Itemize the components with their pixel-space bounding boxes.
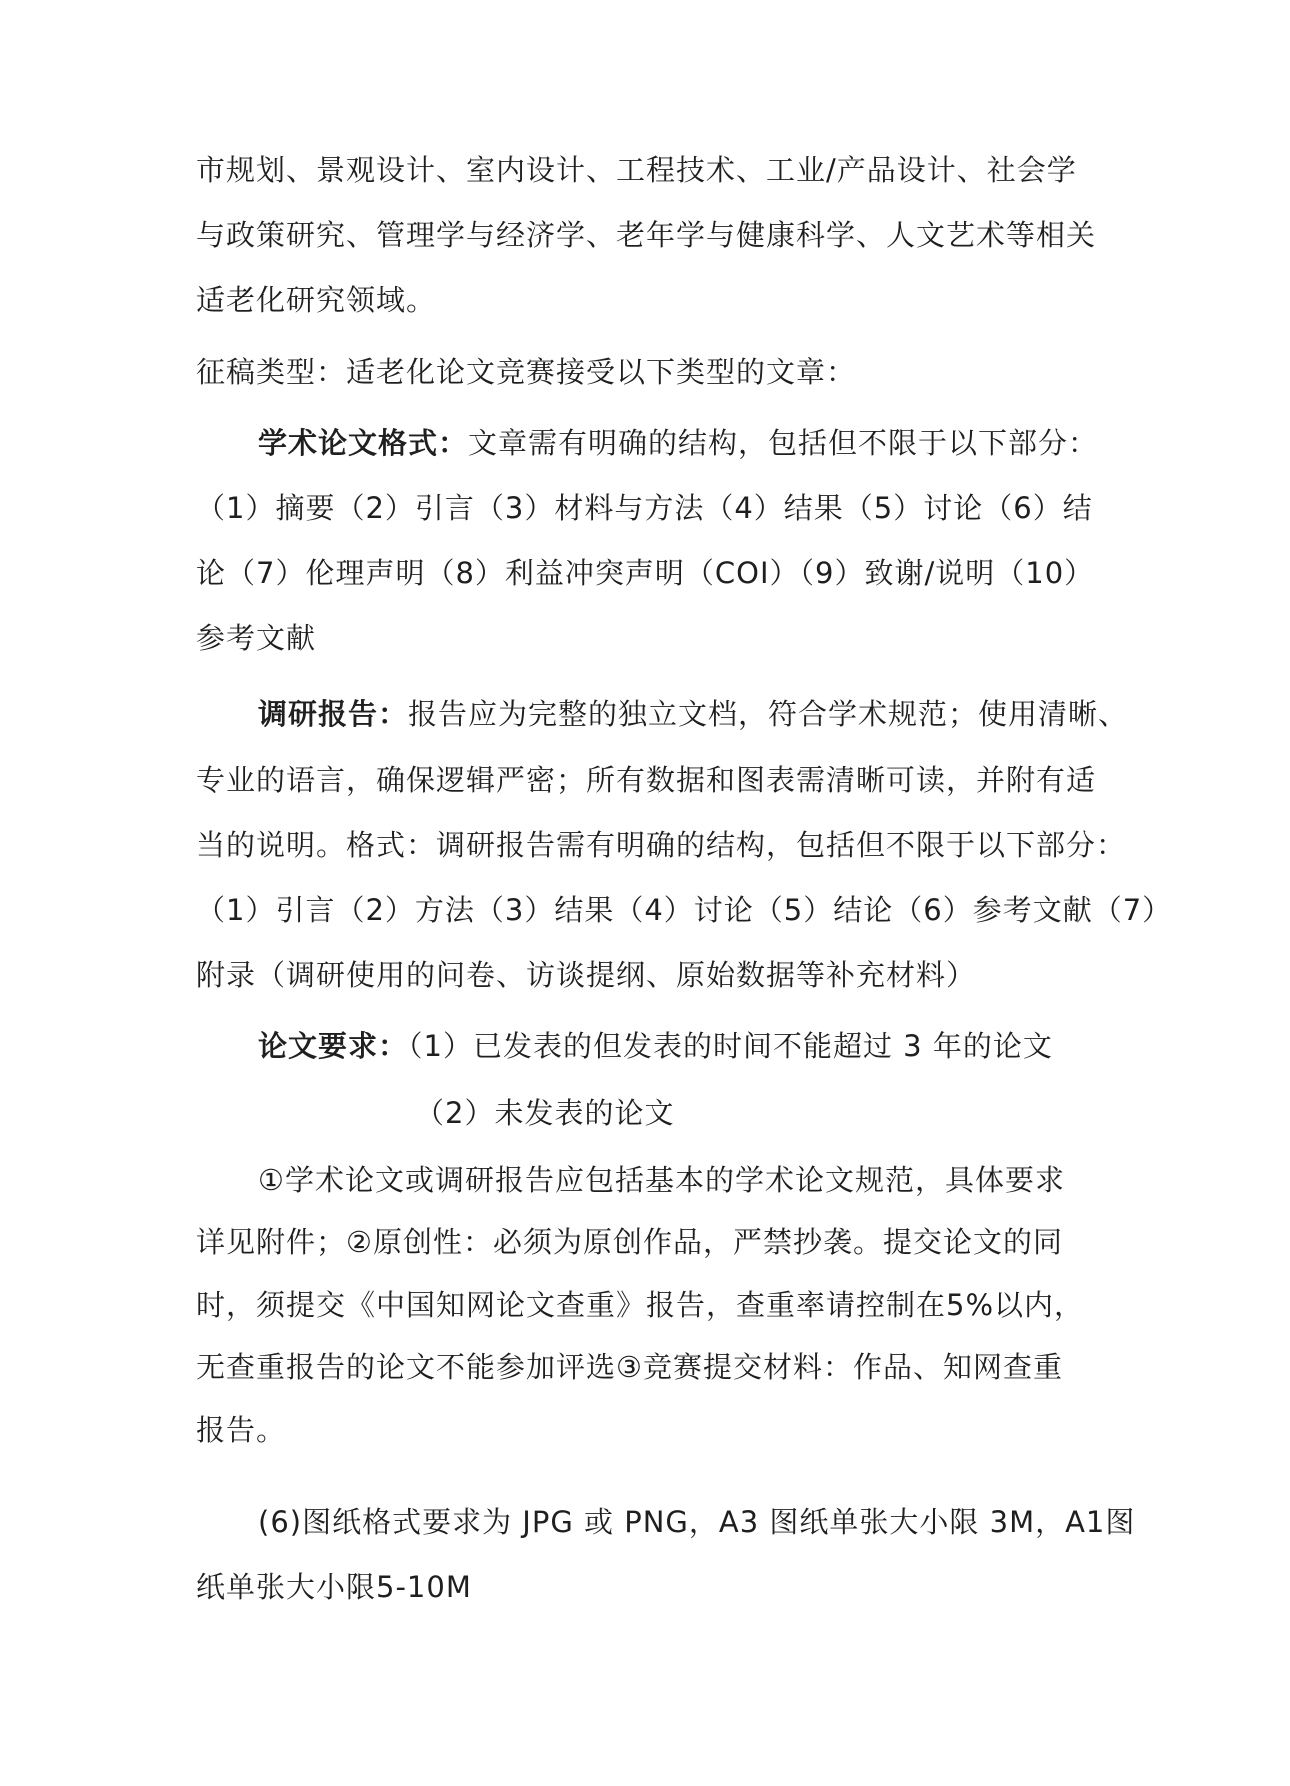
body-line: 参考文献 [196,621,317,655]
body-line: 市规划、景观设计、室内设计、工程技术、工业/产品设计、社会学 [196,153,1077,187]
body-line: 文章需有明确的结构，包括但不限于以下部分： [468,426,1099,460]
academic-format-label: 学术论文格式： [258,426,469,460]
body-line: ①学术论文或调研报告应包括基本的学术论文规范，具体要求 [258,1163,1065,1197]
body-line: 当的说明。格式：调研报告需有明确的结构，包括但不限于以下部分： [196,828,1127,862]
body-line: (6)图纸格式要求为 JPG 或 PNG，A3 图纸单张大小限 3M，A1图 [258,1505,1136,1539]
body-line: 附录（调研使用的问卷、访谈提纲、原始数据等补充材料） [196,958,977,992]
body-line: 与政策研究、管理学与经济学、老年学与健康科学、人文艺术等相关 [196,218,1097,252]
research-report-label: 调研报告： [258,697,409,731]
body-line: 适老化研究领域。 [196,283,437,317]
body-line: 报告。 [196,1413,287,1447]
submission-types-line: 征稿类型：适老化论文竞赛接受以下类型的文章： [196,355,857,389]
body-line: 纸单张大小限5-10M [196,1570,472,1604]
body-line: （1）已发表的但发表的时间不能超过 3 年的论文 [408,1029,1053,1063]
body-line: 详见附件；②原创性：必须为原创作品，严禁抄袭。提交论文的同 [196,1225,1063,1259]
body-line: 论（7）伦理声明（8）利益冲突声明（COI）（9）致谢/说明（10） [196,556,1095,590]
body-line: （1）摘要（2）引言（3）材料与方法（4）结果（5）讨论（6）结 [196,491,1093,525]
body-line: （1）引言（2）方法（3）结果（4）讨论（5）结论（6）参考文献（7） [196,893,1173,927]
body-line: 时，须提交《中国知网论文查重》报告，查重率请控制在5%以内， [196,1288,1085,1322]
body-line: 专业的语言，确保逻辑严密；所有数据和图表需清晰可读，并附有适 [196,763,1097,797]
paper-requirements-paragraph [258,1014,1158,1079]
body-line: 报告应为完整的独立文档，符合学术规范；使用清晰、 [408,697,1129,731]
academic-format-paragraph [258,411,1158,476]
body-line: 无查重报告的论文不能参加评选③竞赛提交材料：作品、知网查重 [196,1350,1063,1384]
paper-requirements-label: 论文要求： [258,1029,409,1063]
research-report-paragraph [258,682,1158,747]
body-line: （2）未发表的论文 [415,1096,675,1130]
